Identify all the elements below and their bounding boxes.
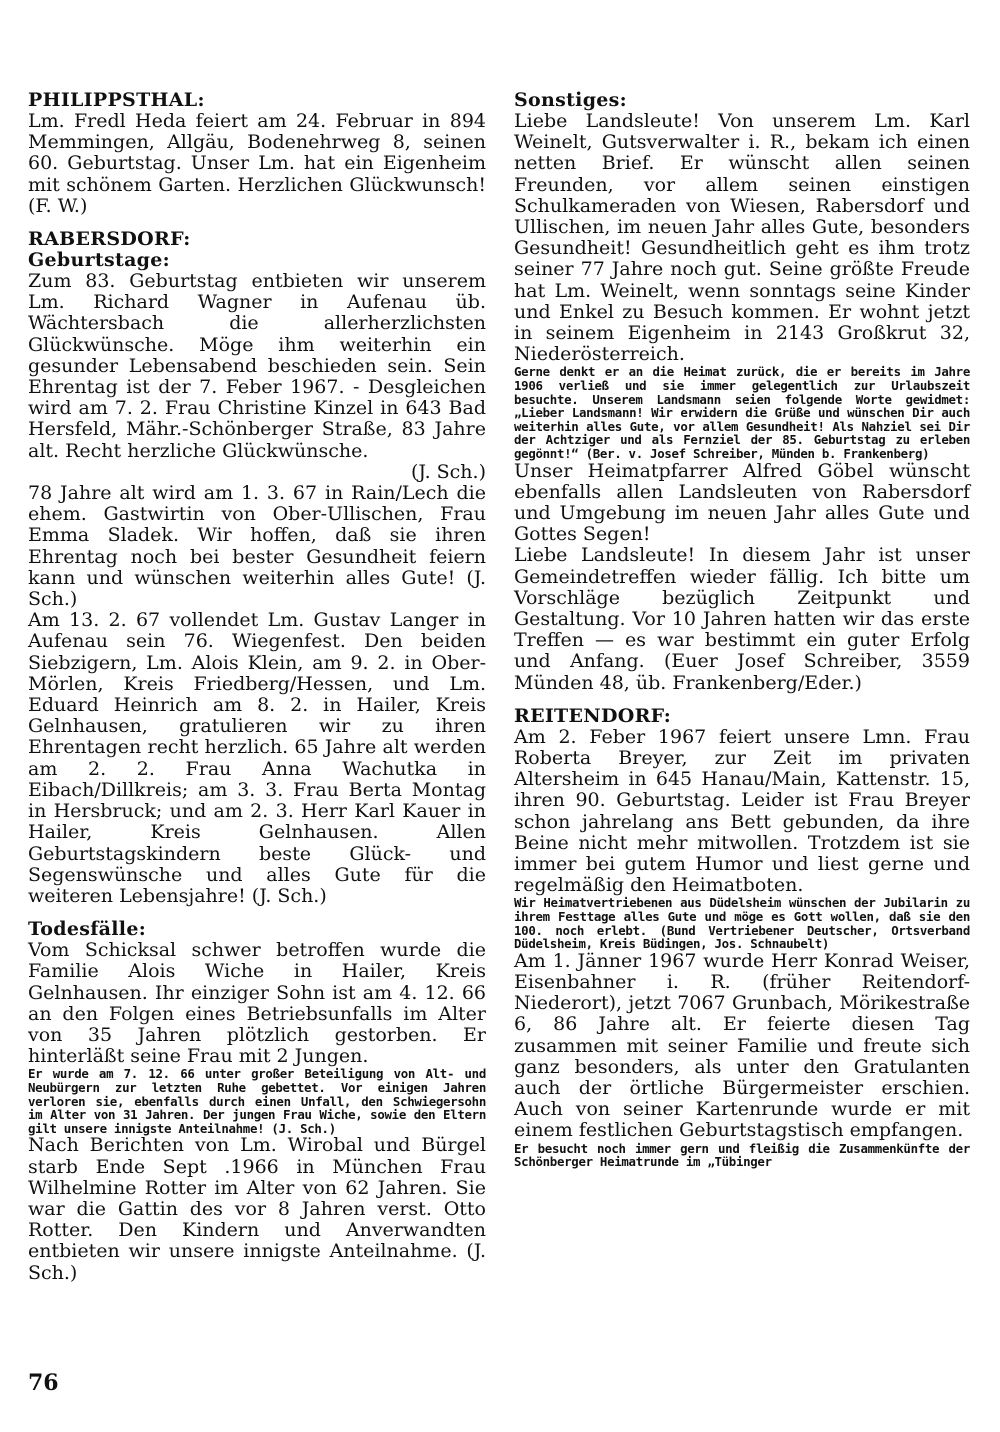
sonstiges-small-text: Gerne denkt er an die Heimat zurück, die er bereits im Jahre 1906 verließ und sie immer gelegentlich zur Urlaubszeit besuchte. Unserem Landsmann seien folgende Worte gewidmet: „Lieber Landsmann! Wir erwidern die Grüße und wünschen Dir auch weiterhin alles Gute, vor allem Gesundheit! Als Nahziel sei Dir der Achtziger und als Fernziel der 85. Geburtstag zu erleben gegönnt!“ (Ber. v. Josef Schreiber, Münden b. Frankenberg) [514, 364, 970, 461]
birthday-paragraph-2: 78 Jahre alt wird am 1. 3. 67 in Rain/Lech die ehem. Gastwirtin von Ober-Ullischen, Frau Emma Sladek. Wir hoffen, daß sie ihren Ehrentag noch bei bester Gesundheit feiern kann und wünschen weiterhin alles Gute! (J. Sch.) [28, 482, 486, 611]
left-column [28, 90, 486, 1284]
reitendorf-paragraph-2: Am 1. Jänner 1967 wurde Herr Konrad Weiser, Eisenbahner i. R. (früher Reitendorf-Niederort), jetzt 7067 Grunbach, Mörikestraße 6, 86 Jahre alt. Er feierte diesen Tag zusammen mit seiner Familie und freute sich ganz besonders, als unter den Gratulanten auch der örtliche Bürgermeister erschien. Auch von seiner Kartenrunde wurde er mit einem festlichen Geburtstagstisch empfangen. [514, 949, 970, 1142]
death-paragraph-1-small: Er wurde am 7. 12. 66 unter großer Beteiligung von Alt- und Neubürgern zur letzten Ruhe gebettet. Vor einigen Jahren verloren sie, ebenfalls durch einen Unfall, den Schwiegersohn im Alter von 31 Jahren. Der jungen Frau Wiche, sowie den Eltern gilt unsere innigste Anteilnahme! (J. Sch.) [28, 1066, 486, 1136]
birthday-paragraph-1-signature: (J. Sch.) [411, 460, 486, 483]
rabersdorf-heading: RABERSDORF: [28, 228, 191, 251]
sonstiges-heading: Sonstiges: [514, 89, 627, 111]
right-column [514, 90, 970, 1169]
sonstiges-paragraph-3: Liebe Landsleute! In diesem Jahr ist unser Gemeindetreffen wieder fällig. Ich bitte um Vorschläge bezüglich Zeitpunkt und Gestaltung. Vor 10 Jahren hatten wir das erste Treffen — es war bestimmt ein guter Erfolg und Anfang. (Euer Josef Schreiber, 3559 Münden 48, üb. Frankenberg/Eder.) [514, 544, 970, 694]
philippsthal-heading: PHILIPPSTHAL: [28, 89, 205, 111]
reitendorf-small-text-1: Wir Heimatvertriebenen aus Düdelsheim wünschen der Jubilarin zu ihrem Festtage alles Gute und möge es Gott wollen, daß sie den 100. noch erlebt. (Bund Vertriebener Deutscher, Ortsverband Düdelsheim, Kreis Büdingen, Jos. Schnaubelt) [514, 895, 970, 952]
birthday-paragraph-3: Am 13. 2. 67 vollendet Lm. Gustav Langer in Aufenau sein 76. Wiegenfest. Den beiden Siebzigern, Lm. Alois Klein, am 9. 2. in Ober-Mörlen, Kreis Friedberg/Hessen, und Lm. Eduard Heinrich am 8. 2. in Hailer, Kreis Gelnhausen, gratulieren wir zu ihren Ehrentagen recht herzlich. 65 Jahre alt werden am 2. 2. Frau Anna Wachutka in Eibach/Dillkreis; am 3. 3. Frau Berta Montag in Hersbruck; und am 2. 3. Herr Karl Kauer in Hailer, Kreis Gelnhausen. Allen Geburtstagskindern beste Glück- und Segenswünsche und alles Gute für die weiteren Lebensjahre! (J. Sch.) [28, 609, 486, 907]
sonstiges-paragraph-1: Liebe Landsleute! Von unserem Lm. Karl Weinelt, Gutsverwalter i. R., bekam ich einen netten Brief. Er wünscht allen seinen Freunden, vor allem seinen einstigen Schulkameraden von Wiesen, Rabersdorf und Ullischen, im neuen Jahr alles Gute, besonders Gesundheit! Gesundheitlich geht es ihm trotz seiner 77 Jahre noch gut. Seine größte Freude hat Lm. Weinelt, wenn sonntags seine Kinder und Enkel zu Besuch kommen. Er wohnt jetzt in seinem Eigenheim in 2143 Großkrut 32, Niederösterreich. [514, 110, 970, 366]
reitendorf-paragraph-1: Am 2. Feber 1967 feiert unsere Lmn. Frau Roberta Breyer, zur Zeit im privaten Altersheim in 645 Hanau/Main, Kattenstr. 15, ihren 90. Geburtstag. Leider ist Frau Breyer schon jahrelang ans Bett gebunden, da ihre Beine nicht mehr mitwollen. Trotzdem ist sie immer bei gutem Humor und liest gerne und regelmäßig den Heimatboten. [514, 725, 970, 897]
reitendorf-small-text-2: Er besucht noch immer gern und fleißig die Zusammenkünfte der Schönberger Heimatrunde im „Tübinger [514, 1140, 970, 1170]
reitendorf-heading: REITENDORF: [514, 704, 672, 727]
geburtstage-heading: Geburtstage: [28, 249, 170, 272]
sonstiges-paragraph-2: Unser Heimatpfarrer Alfred Göbel wünscht ebenfalls allen Landsleuten von Rabersdorf und Umgebung im neuen Jahr alles Gute und Gottes Segen! [514, 459, 970, 546]
death-paragraph-2: Nach Berichten von Lm. Wirobal und Bürgel starb Ende Sept .1966 in München Frau Wilhelmine Rotter im Alter von 62 Jahren. Sie war die Gattin des vor 8 Jahren verst. Otto Rotter. Den Kindern und Anverwandten entbieten wir unsere innigste Anteilnahme. (J. Sch.) [28, 1134, 486, 1284]
death-paragraph-1: Vom Schicksal schwer betroffen wurde die Familie Alois Wiche in Hailer, Kreis Gelnhausen. Ihr einziger Sohn ist am 4. 12. 66 an den Folgen eines Betriebsunfalls im Alter von 35 Jahren plötzlich gestorben. Er hinterläßt seine Frau mit 2 Jungen. [28, 939, 486, 1068]
philippsthal-text: Lm. Fredl Heda feiert am 24. Februar in 894 Memmingen, Allgäu, Bodenehrweg 8, seinen 60. Geburtstag. Unser Lm. hat ein Eigenheim mit schönem Garten. Herzlichen Glückwunsch! (F. W.) [28, 110, 486, 217]
page-number: 76 [28, 1370, 59, 1396]
birthday-paragraph-1: Zum 83. Geburtstag entbieten wir unserem Lm. Richard Wagner in Aufenau üb. Wächtersbach die allerherzlichsten Glückwünsche. Möge ihm weiterhin ein gesunder Lebensabend beschieden sein. Sein Ehrentag ist der 7. Feber 1967. - Desgleichen wird am 7. 2. Frau Christine Kinzel in 643 Bad Hersfeld, Mähr.-Schönberger Straße, 83 Jahre alt. Recht herzliche Glückwünsche. [28, 270, 486, 462]
todesfaelle-heading: Todesfälle: [28, 918, 147, 941]
